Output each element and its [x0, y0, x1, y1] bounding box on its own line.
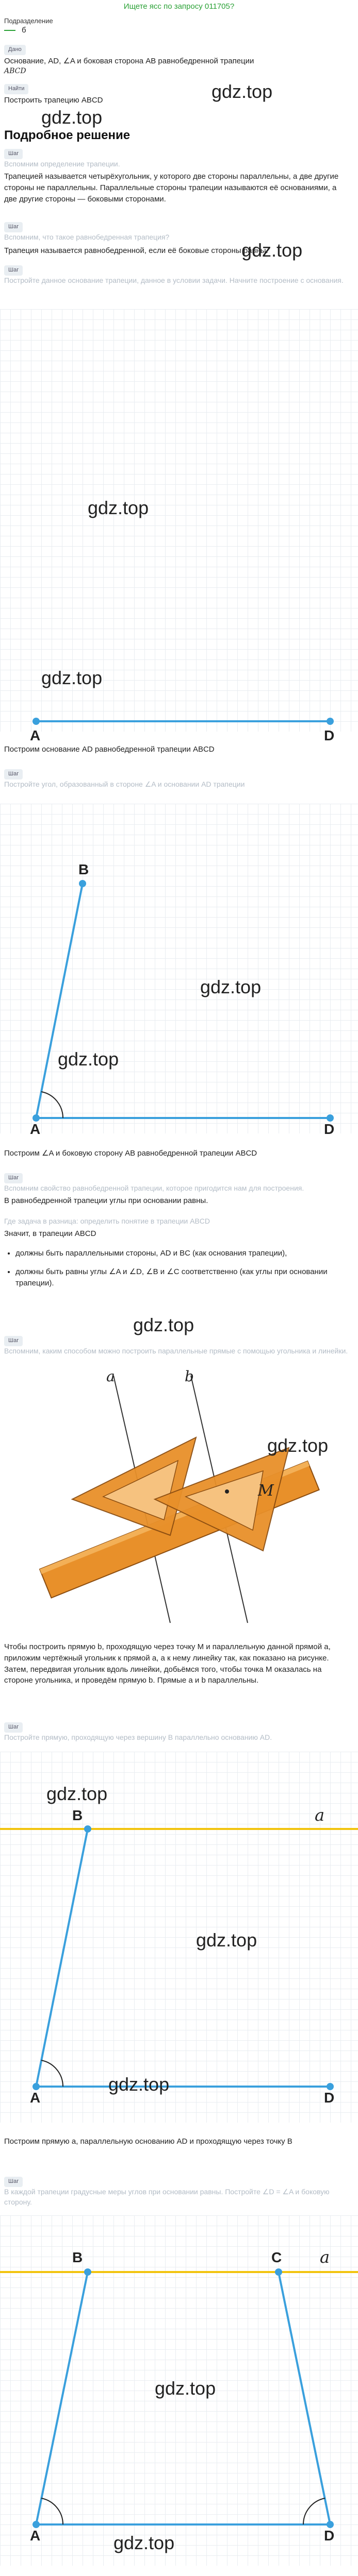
watermark: gdz.top: [241, 240, 303, 261]
figure-parallel-tool: [0, 1365, 358, 1633]
point-b: [84, 1825, 91, 1833]
step-hint: Вспомним определение трапеции.: [4, 160, 120, 168]
step-chip: Шаг: [4, 264, 23, 276]
point-b: [79, 880, 86, 887]
step-body-2: Значит, в трапеции ABCD: [4, 1229, 96, 1238]
angle-arc-a: [41, 2060, 63, 2087]
watermark: gdz.top: [108, 2074, 170, 2095]
label-point-m: M: [258, 1482, 274, 1500]
label-b: B: [72, 2249, 83, 2265]
watermark: gdz.top: [155, 2378, 216, 2399]
given-chip: Дано: [4, 43, 26, 55]
figure-angle-d: [0, 2215, 358, 2566]
label-alpha: a: [320, 2247, 330, 2267]
step-caption: Построим основание AD равнобедренной трапеции ABCD: [4, 745, 215, 754]
point-m: [225, 1489, 229, 1494]
watermark: gdz.top: [41, 107, 103, 128]
step-chip: Шаг: [4, 147, 23, 159]
angle-arc-a: [41, 1092, 63, 1118]
subsection-tab[interactable]: [4, 27, 20, 31]
tab-value: б: [22, 26, 26, 35]
step-hint: Вспомним, что такое равнобедренная трапеция?: [4, 233, 170, 241]
label-d: D: [324, 1121, 335, 1137]
label-d: D: [324, 2090, 335, 2106]
step-hint: Постройте угол, образованный в стороне ∠A и основании AD трапеции: [4, 780, 245, 788]
watermark: gdz.top: [113, 2532, 175, 2553]
label-b: B: [72, 1807, 83, 1823]
watermark: gdz.top: [196, 1929, 257, 1951]
label-line-b: b: [185, 1368, 194, 1385]
step-hint: Вспомним, каким способом можно построить параллельные прямые с помощью угольника и линейки.: [4, 1347, 348, 1355]
watermark: gdz.top: [58, 1048, 119, 1070]
figure-angle-a: [0, 804, 358, 1137]
point-c: [275, 2268, 282, 2276]
step-hint: Постройте прямую, проходящую через вершину B параллельно основанию AD.: [4, 1733, 272, 1741]
label-alpha: a: [315, 1805, 325, 1825]
watermark: gdz.top: [133, 1314, 194, 1335]
watermark: gdz.top: [211, 81, 273, 102]
step-hint-2: Где задача в разница: определить понятие в трапеции ABCD: [4, 1217, 210, 1225]
segment-ab: [36, 884, 83, 1118]
step-chip: Шаг: [4, 1172, 23, 1183]
step-body: Трапеция называется равнобедренной, если её боковые стороны равны.: [4, 246, 268, 255]
label-a: A: [30, 2528, 41, 2544]
angle-arc-a: [41, 2498, 63, 2524]
watermark: gdz.top: [200, 976, 262, 997]
step-chip: Шаг: [4, 2175, 23, 2187]
bullet-item: • должны быть равны углы ∠A и ∠D, ∠B и ∠C соответственно (как углы при основании трапеции).: [15, 1266, 345, 1289]
step-body: Чтобы построить прямую b, проходящую через точку M и параллельную данной прямой a, приложим чертёжный угольник к прямой a, а к нему линейку так, как показано на рисунке. Затем, передвигая угольник вдоль линейки, добьёмся того, чтобы точка M оказалась на стороне угольника, и проведём прямую b. Прямые a и b параллельны.: [4, 1642, 331, 1685]
find-text: Построить трапецию ABCD: [4, 96, 103, 105]
subsection-label: Подразделение: [4, 17, 53, 25]
watermark: gdz.top: [267, 1435, 329, 1456]
step-hint: В каждой трапеции градусные меры углов при основании равны. Постройте ∠D = ∠A и боковую сторону.: [4, 2188, 330, 2207]
label-b: B: [78, 861, 89, 877]
label-a: A: [30, 727, 41, 743]
given-text: Основание, AD, ∠A и боковая сторона AB равнобедренной трапеции: [4, 57, 254, 65]
figure-parallel-line: [0, 1752, 358, 2123]
label-a: A: [30, 2090, 41, 2106]
given-text-2: ABCD: [4, 67, 26, 75]
figure-base-ad: [0, 309, 358, 743]
figure-svg: [0, 804, 358, 1133]
bullet-list: [4, 1248, 345, 1296]
step-chip: Шаг: [4, 768, 23, 779]
find-chip: Найти: [4, 82, 28, 94]
watermark: gdz.top: [46, 1783, 108, 1804]
segment-dc: [279, 2272, 330, 2524]
step-caption: Построим прямую a, параллельную основанию AD и проходящую через точку B: [4, 2137, 292, 2146]
point-a: [32, 718, 40, 725]
step-chip: Шаг: [4, 221, 23, 232]
point-b: [84, 2268, 91, 2276]
watermark: gdz.top: [41, 667, 103, 688]
step-caption: Построим ∠A и боковую сторону AB равнобедренной трапеции ABCD: [4, 1149, 257, 1158]
label-d: D: [324, 727, 335, 743]
step-hint: Вспомним свойство равнобедренной трапеции, которое пригодится нам для построения.: [4, 1184, 304, 1192]
segment-ab: [36, 1829, 88, 2087]
figure-svg: [0, 1365, 358, 1633]
label-a: A: [30, 1121, 41, 1137]
label-line-a: a: [106, 1368, 115, 1385]
detailed-title: Подробное решение: [4, 128, 131, 142]
top-link[interactable]: Ищете ясс по запросу 011705?: [123, 2, 235, 11]
angle-arc-d: [303, 2498, 325, 2524]
point-d: [327, 718, 334, 725]
step-chip: Шаг: [4, 1334, 23, 1346]
step-body: В равнобедренной трапеции углы при основании равны.: [4, 1196, 208, 1205]
segment-ab: [36, 2272, 88, 2524]
step-chip: Шаг: [4, 1721, 23, 1733]
bullet-item: • должны быть параллельными стороны, AD и BC (как основания трапеции),: [15, 1248, 345, 1259]
label-d: D: [324, 2528, 335, 2544]
step-hint: Постройте данное основание трапеции, данное в условии задачи. Начните построение с основания.: [4, 276, 344, 284]
watermark: gdz.top: [88, 497, 149, 518]
step-body: Трапецией называется четырёхугольник, у которого две стороны параллельны, а две другие стороны не параллельны. Параллельные стороны трапеции называются её основаниями, а две другие стороны — боковыми сторонами.: [4, 172, 339, 204]
label-c: C: [271, 2249, 282, 2265]
